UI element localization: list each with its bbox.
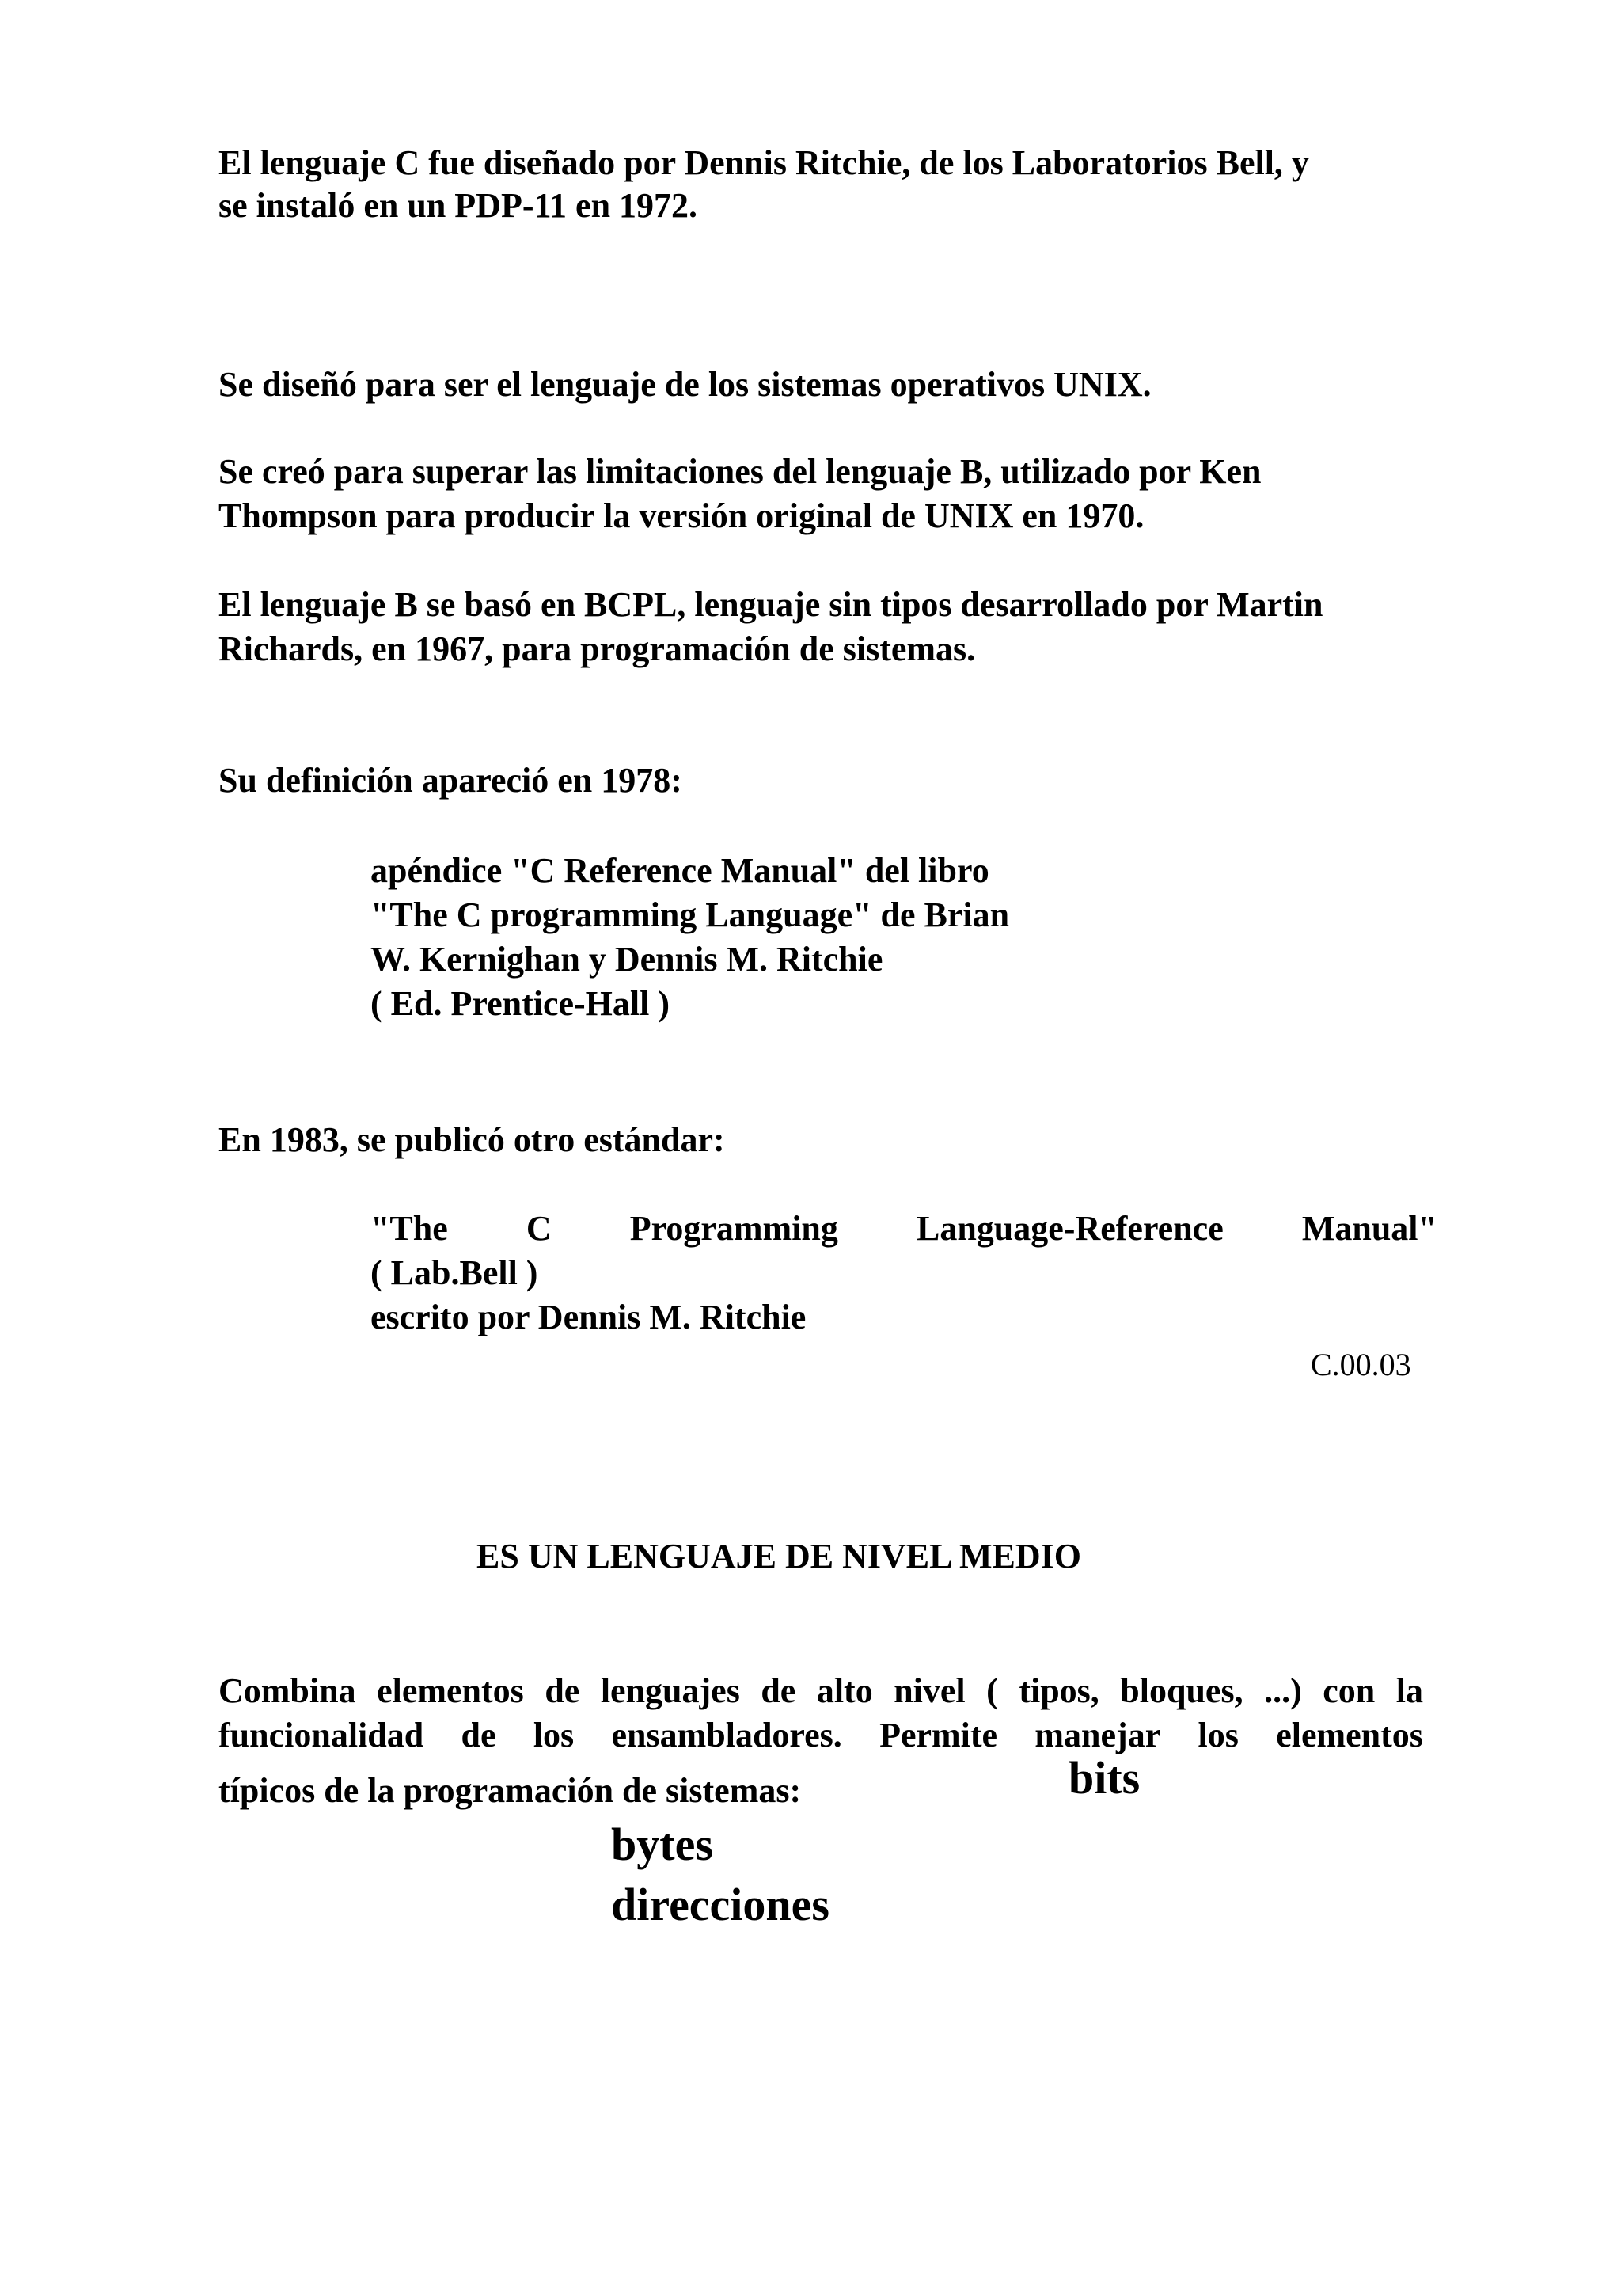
- reference-quote-1-line-1: apéndice "C Reference Manual" del libro: [370, 851, 989, 890]
- paragraph-6-line-1: En 1983, se publicó otro estándar:: [218, 1120, 725, 1159]
- p7-word: bloques,: [1120, 1671, 1243, 1710]
- element-bits: bits: [1069, 1752, 1141, 1804]
- p7-word: ...): [1264, 1671, 1302, 1710]
- paragraph-5-line-1: Su definición apareció en 1978:: [218, 761, 682, 800]
- p7-word: de: [545, 1671, 580, 1710]
- quote-2-word: C: [526, 1209, 552, 1248]
- p7-word: manejar: [1034, 1716, 1161, 1754]
- p7-word: Combina: [218, 1671, 356, 1710]
- p7-word: ensambladores.: [611, 1716, 842, 1754]
- reference-quote-2-line-2: ( Lab.Bell ): [370, 1253, 538, 1292]
- p7-word: con: [1323, 1671, 1376, 1710]
- paragraph-4-line-1: El lenguaje B se basó en BCPL, lenguaje sin tipos desarrollado por Martin: [218, 585, 1323, 624]
- paragraph-7-line-3: típicos de la programación de sistemas:: [218, 1771, 802, 1810]
- p7-word: (: [986, 1671, 998, 1710]
- p7-word: funcionalidad: [218, 1716, 424, 1754]
- paragraph-2-line-1: Se diseñó para ser el lenguaje de los sistemas operativos UNIX.: [218, 365, 1152, 404]
- element-direcciones: direcciones: [611, 1879, 829, 1930]
- paragraph-3-line-2: Thompson para producir la versión original de UNIX en 1970.: [218, 496, 1145, 535]
- p7-word: elementos: [377, 1671, 524, 1710]
- p7-word: tipos,: [1019, 1671, 1099, 1710]
- paragraph-1-line-1: El lenguaje C fue diseñado por Dennis Ritchie, de los Laboratorios Bell, y: [218, 143, 1309, 182]
- page-code: C.00.03: [1311, 1347, 1411, 1382]
- p7-word: la: [1395, 1671, 1423, 1710]
- paragraph-3-line-1: Se creó para superar las limitaciones del lenguaje B, utilizado por Ken: [218, 452, 1262, 491]
- p7-word: elementos: [1276, 1716, 1423, 1754]
- p7-word: lenguajes: [600, 1671, 740, 1710]
- quote-2-word: Manual": [1301, 1209, 1437, 1248]
- reference-quote-2-line-1: [370, 1208, 1437, 1249]
- p7-word: los: [1198, 1716, 1239, 1754]
- paragraph-4-line-2: Richards, en 1967, para programación de sistemas.: [218, 629, 976, 668]
- section-heading: ES UN LENGUAJE DE NIVEL MEDIO: [476, 1537, 1082, 1576]
- reference-quote-1-line-2: "The C programming Language" de Brian: [370, 895, 1010, 934]
- paragraph-7-line-2: [218, 1715, 1423, 1756]
- p7-word: los: [533, 1716, 575, 1754]
- p7-word: de: [761, 1671, 796, 1710]
- element-bytes: bytes: [611, 1819, 713, 1870]
- quote-2-word: Programming: [629, 1209, 838, 1248]
- p7-word: nivel: [894, 1671, 966, 1710]
- quote-2-word: Language-Reference: [916, 1209, 1224, 1248]
- p7-word: alto: [816, 1671, 873, 1710]
- quote-2-word: "The: [370, 1209, 448, 1248]
- p7-word: de: [461, 1716, 496, 1754]
- reference-quote-2-line-3: escrito por Dennis M. Ritchie: [370, 1298, 807, 1336]
- paragraph-1-line-2: se instaló en un PDP-11 en 1972.: [218, 186, 698, 225]
- p7-word: Permite: [879, 1716, 998, 1754]
- paragraph-7-line-1: [218, 1671, 1423, 1712]
- reference-quote-1-line-4: ( Ed. Prentice-Hall ): [370, 984, 670, 1023]
- reference-quote-1-line-3: W. Kernighan y Dennis M. Ritchie: [370, 940, 883, 979]
